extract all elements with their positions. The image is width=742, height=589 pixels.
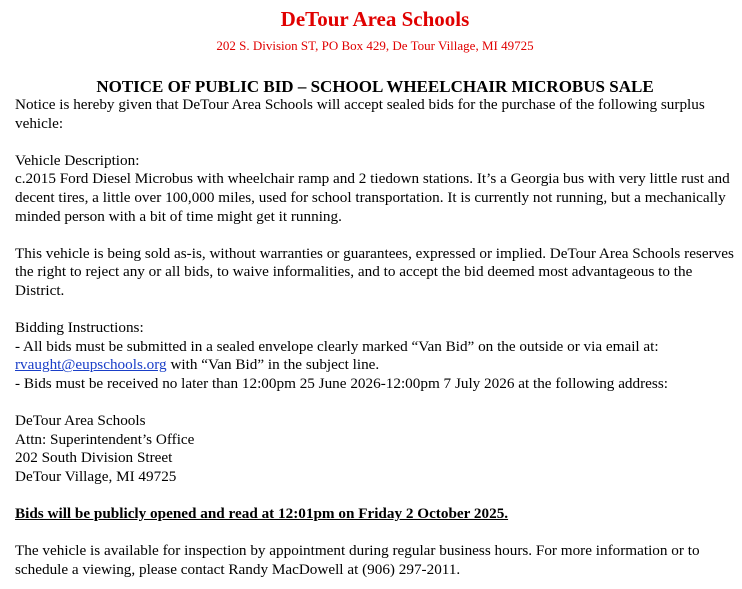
paragraph-spacer bbox=[15, 301, 735, 320]
bid-rule-2: - Bids must be received no later than 12:00pm 25 June 2026-12:00pm 7 July 2026 at the following address: bbox=[15, 374, 668, 392]
notice-body bbox=[15, 96, 735, 579]
paragraph-spacer bbox=[15, 486, 735, 505]
paragraph-spacer bbox=[15, 133, 735, 152]
bid-opening-statement bbox=[15, 505, 735, 524]
bid-rule-1 bbox=[15, 338, 735, 375]
vehicle-heading: Vehicle Description: bbox=[15, 151, 140, 169]
mailing-address-line-1: DeTour Area Schools bbox=[15, 412, 146, 430]
bidding-heading: Bidding Instructions: bbox=[15, 319, 144, 337]
bid-rule-1-prefix: - All bids must be submitted in a sealed envelope clearly marked “Van Bid” on the outside or via email at: bbox=[15, 337, 659, 355]
mailing-address-line-3: 202 South Division Street bbox=[15, 449, 173, 467]
intro-paragraph: Notice is hereby given that DeTour Area Schools will accept sealed bids for the purchase of the following surplus vehicle: bbox=[15, 96, 705, 132]
bid-rule-1-suffix: with “Van Bid” in the subject line. bbox=[166, 356, 380, 374]
inspection-paragraph: The vehicle is available for inspection by appointment during regular business hours. For more information or to schedule a viewing, please contact Randy MacDowell at (906) 297-2011. bbox=[15, 542, 700, 578]
paragraph-spacer bbox=[15, 394, 735, 413]
paragraph-spacer bbox=[15, 226, 735, 245]
paragraph-spacer bbox=[15, 524, 735, 543]
bid-email-link[interactable]: rvaught@eupschools.org bbox=[15, 356, 167, 374]
bid-opening-text: Bids will be publicly opened and read at 12:01pm on Friday 2 October 2025. bbox=[15, 505, 509, 523]
organization-address: 202 S. Division ST, PO Box 429, De Tour Village, MI 49725 bbox=[216, 38, 534, 53]
notice-title: NOTICE OF PUBLIC BID – SCHOOL WHEELCHAIR MICROBUS SALE bbox=[96, 77, 654, 96]
organization-name: DeTour Area Schools bbox=[280, 7, 470, 31]
vehicle-description: c.2015 Ford Diesel Microbus with wheelchair ramp and 2 tiedown stations. It’s a Georgia bus with very little rust and decent tires, a little over 100,000 miles, used for school transportation. It is currently not running, but a mechanically minded person with a bit of time might get it running. bbox=[15, 170, 730, 225]
as-is-paragraph: This vehicle is being sold as-is, without warranties or guarantees, expressed or implied. DeTour Area Schools reserves the right to reject any or all bids, to waive informalities, and to accept the bid deemed most advantageous to the District. bbox=[15, 244, 734, 299]
mailing-address-line-4: DeTour Village, MI 49725 bbox=[15, 467, 177, 485]
mailing-address-line-2: Attn: Superintendent’s Office bbox=[15, 430, 195, 448]
